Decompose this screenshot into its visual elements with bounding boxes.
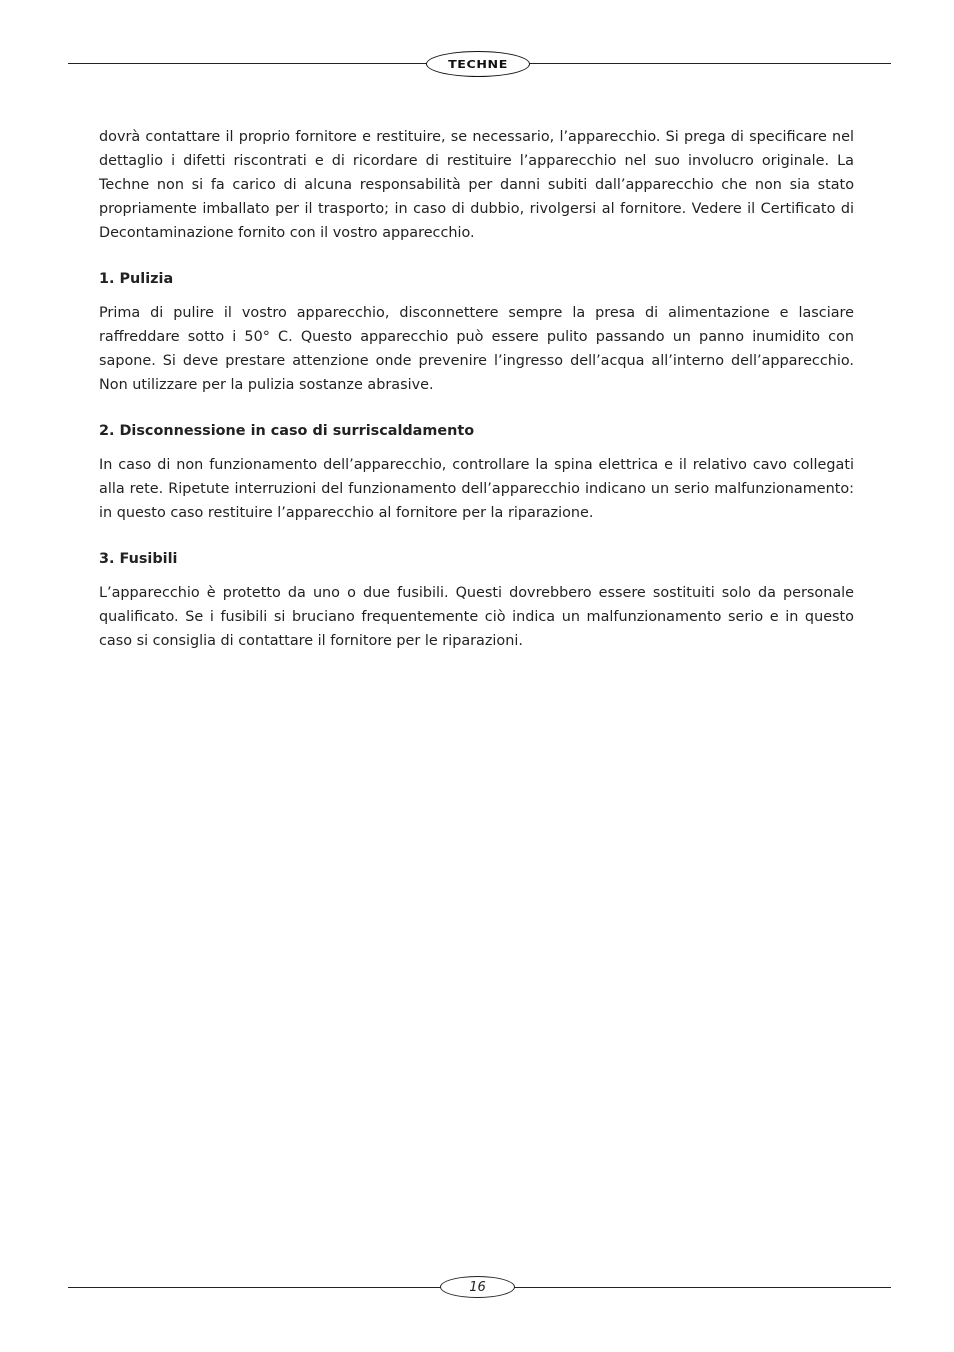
section-text-disconnessione: In caso di non funzionamento dell’apparecchio, controllare la spina elettrica e il relativo cavo collegati alla rete. Ripetute interruzioni del funzionamento dell’apparecchio indicano un serio malfunzionamento: in questo caso restituire l’apparecchio al fornitore per la riparazione. [99,457,854,521]
section-text-fusibili: L’apparecchio è protetto da uno o due fusibili. Questi dovrebbero essere sostituiti solo da personale qualificato. Se i fusibili si bruciano frequentemente ciò indica un malfunzionamento serio e in questo caso si consiglia di contattare il fornitore per le riparazioni. [99,585,854,649]
footer-rule-right [514,1287,891,1288]
logo-text: TECHNE [448,57,508,71]
header-rule-left [68,63,428,64]
section-text-pulizia: Prima di pulire il vostro apparecchio, disconnettere sempre la presa di alimentazione e lasciare raffreddare sotto i 50° C. Questo apparecchio può essere pulito passando un panno inumidito con sapone. Si deve prestare attenzione onde prevenire l’ingresso dell’acqua all’interno dell’apparecchio. Non utilizzare per la pulizia sostanze abrasive. [99,305,854,393]
techne-logo [426,51,530,77]
section-heading-fusibili: 3. Fusibili [99,551,178,567]
footer-rule-left [68,1287,441,1288]
page-number-badge [440,1276,515,1298]
section-heading-pulizia: 1. Pulizia [99,271,174,287]
document-body [99,125,854,653]
page-number: 16 [469,1279,486,1295]
header-rule-right [528,63,891,64]
section-heading-disconnessione: 2. Disconnessione in caso di surriscaldamento [99,423,475,439]
intro-paragraph: dovrà contattare il proprio fornitore e restituire, se necessario, l’apparecchio. Si prega di specificare nel dettaglio i difetti riscontrati e di ricordare di restituire l’apparecchio nel suo involucro originale. La Techne non si fa carico di alcuna responsabilità per danni subiti dall’apparecchio che non sia stato propriamente imballato per il trasporto; in caso di dubbio, rivolgersi al fornitore. Vedere il Certificato di Decontaminazione fornito con il vostro apparecchio. [99,129,854,241]
